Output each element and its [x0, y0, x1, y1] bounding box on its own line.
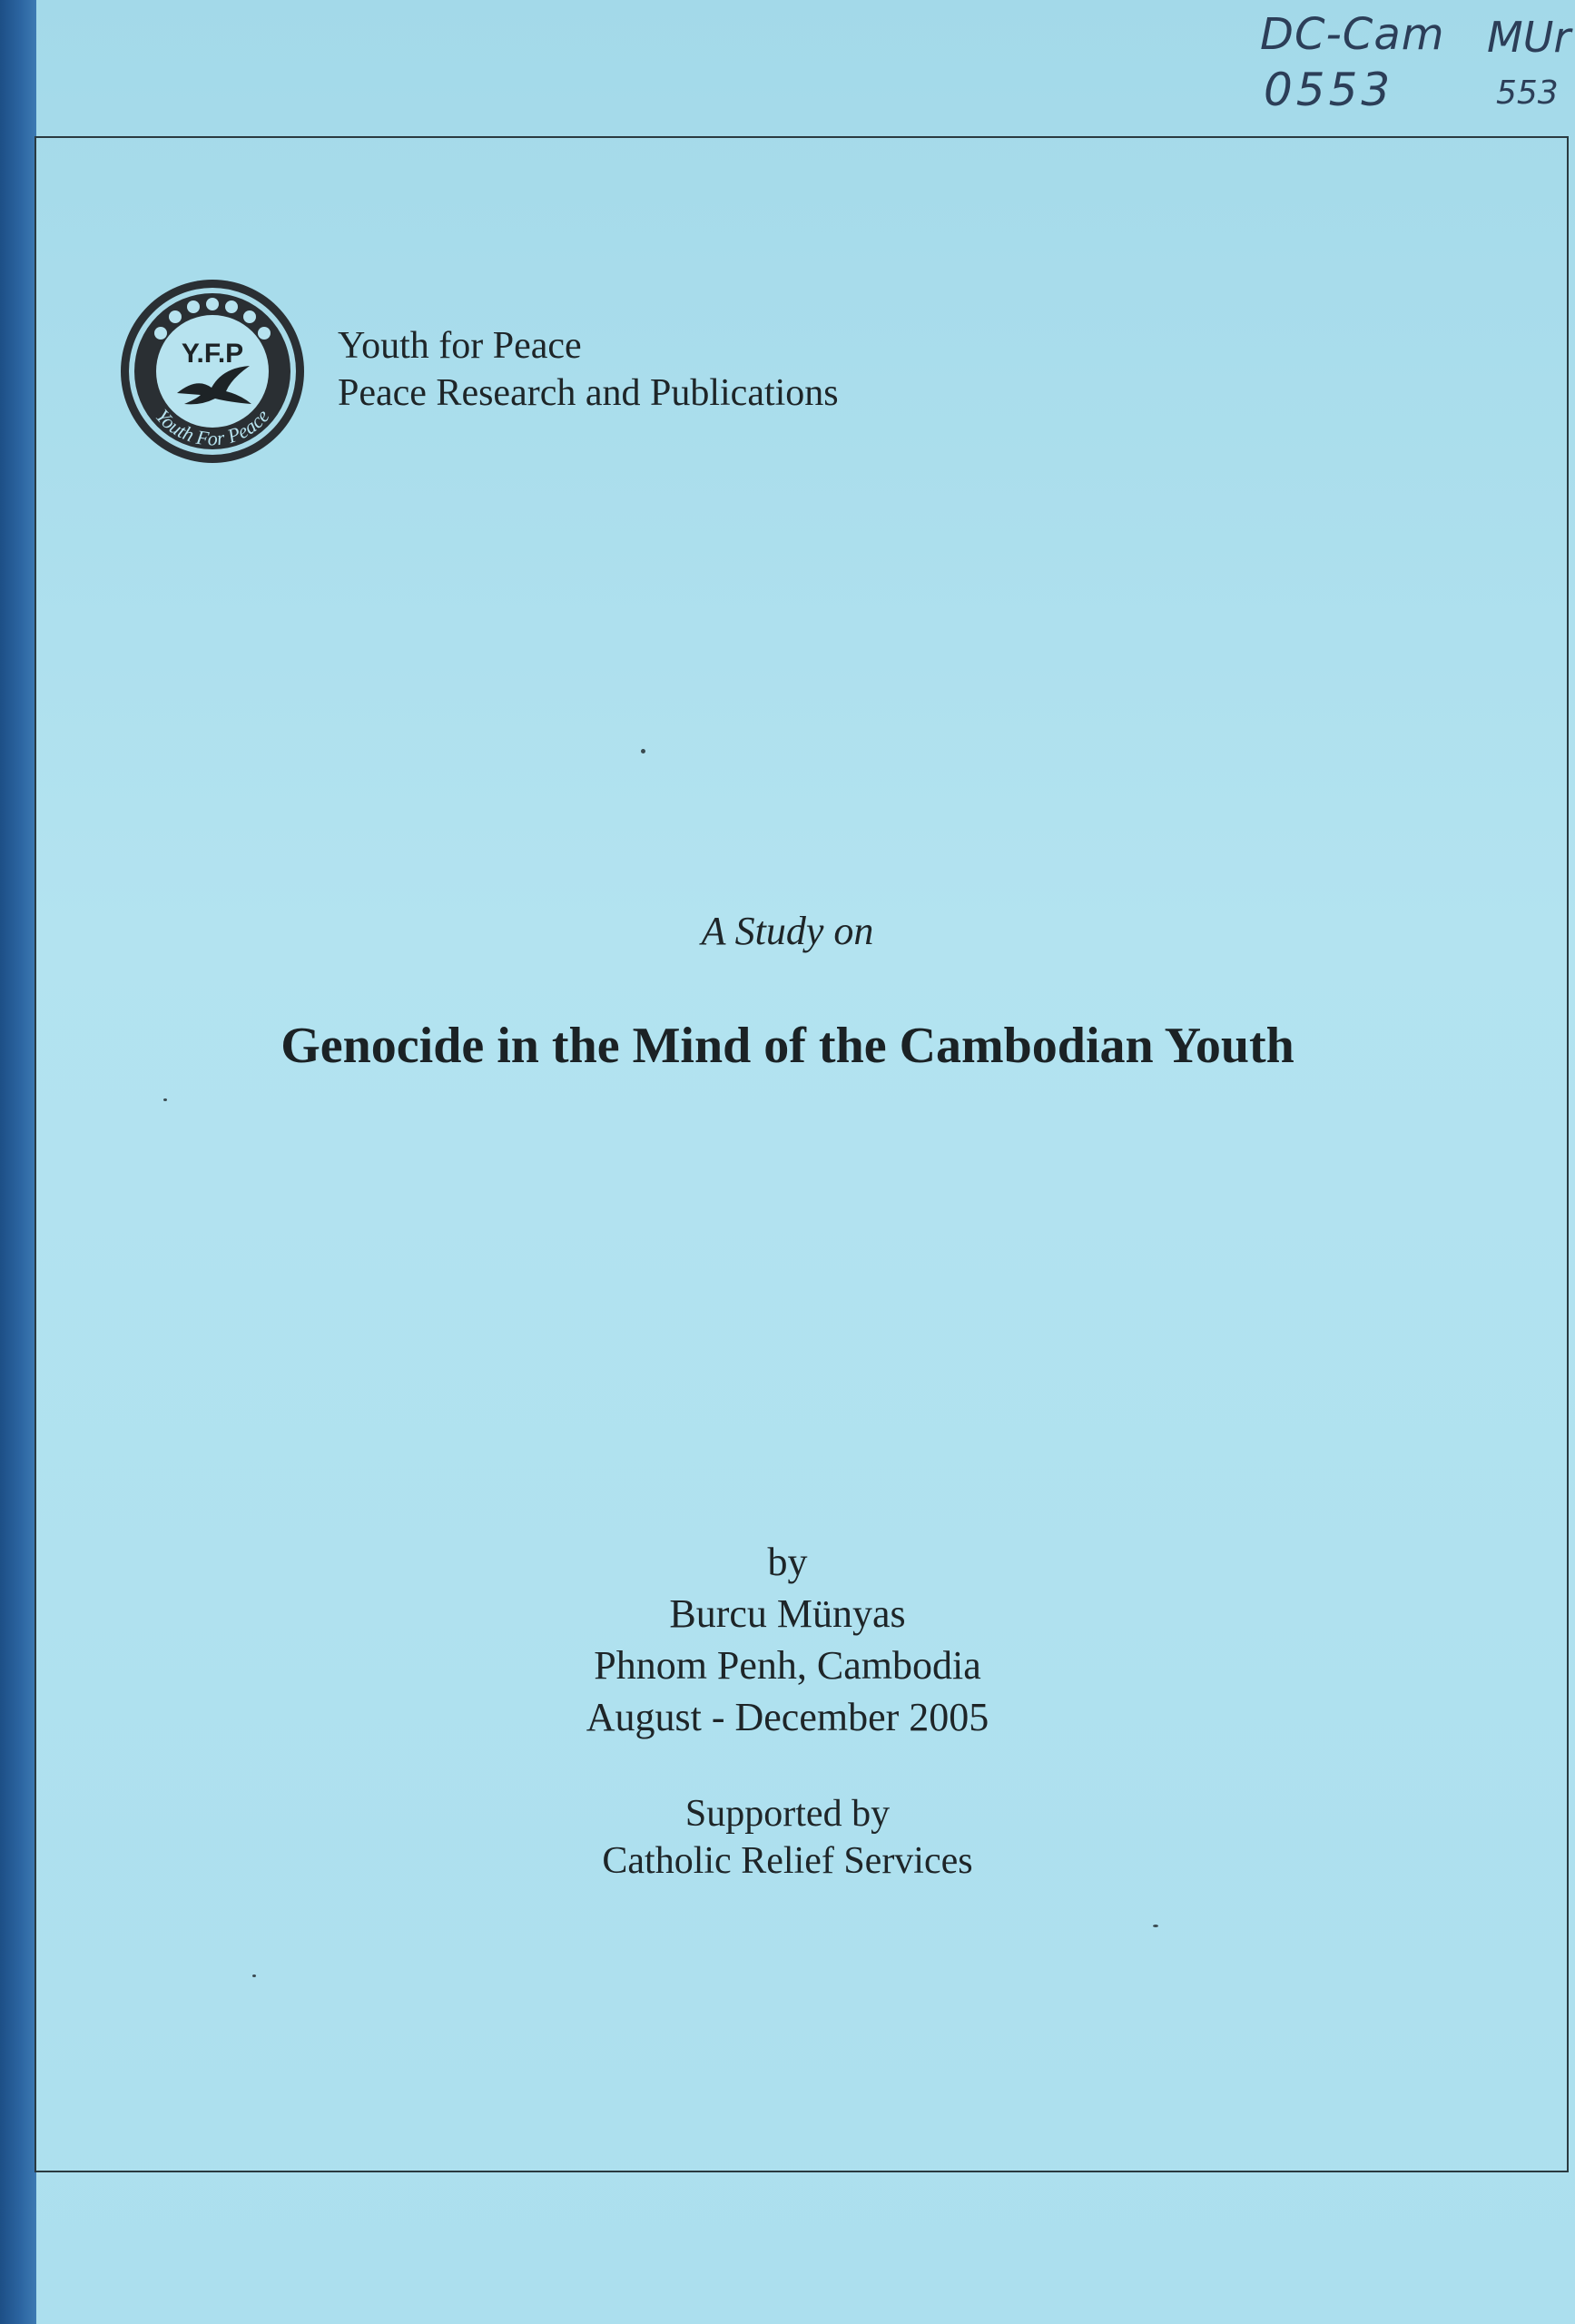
report-title: Genocide in the Mind of the Cambodian Youth	[281, 1018, 1294, 1074]
handwritten-side-code: MUr	[1487, 13, 1571, 62]
publication-place: Phnom Penh, Cambodia	[594, 1643, 981, 1688]
byline-block	[0, 1536, 1575, 1743]
publication-date: August - December 2005	[586, 1695, 989, 1739]
logo-center-text: Y.F.P	[181, 339, 244, 369]
sponsor-name: Catholic Relief Services	[602, 1840, 973, 1882]
paper-speck	[163, 1098, 167, 1101]
byline-by: by	[767, 1540, 808, 1584]
organization-unit: Peace Research and Publications	[338, 372, 839, 414]
binding-spine	[0, 0, 36, 2324]
logo-ring-text: Youth For Peace	[151, 404, 274, 450]
support-block	[0, 1790, 1575, 1885]
organization-block	[338, 322, 839, 417]
paper-speck	[252, 1974, 256, 1977]
support-label: Supported by	[684, 1793, 891, 1835]
handwritten-side-number: 553	[1496, 74, 1559, 112]
handwritten-catalog-code: DC-Cam	[1260, 9, 1445, 60]
yfp-logo-icon	[113, 277, 311, 466]
organization-name: Youth for Peace	[338, 325, 582, 367]
paper-speck	[1153, 1925, 1158, 1927]
author-name: Burcu Münyas	[669, 1591, 906, 1636]
handwritten-catalog-number: 0553	[1264, 64, 1394, 116]
paper-speck	[641, 749, 645, 753]
study-label: A Study on	[701, 909, 874, 953]
